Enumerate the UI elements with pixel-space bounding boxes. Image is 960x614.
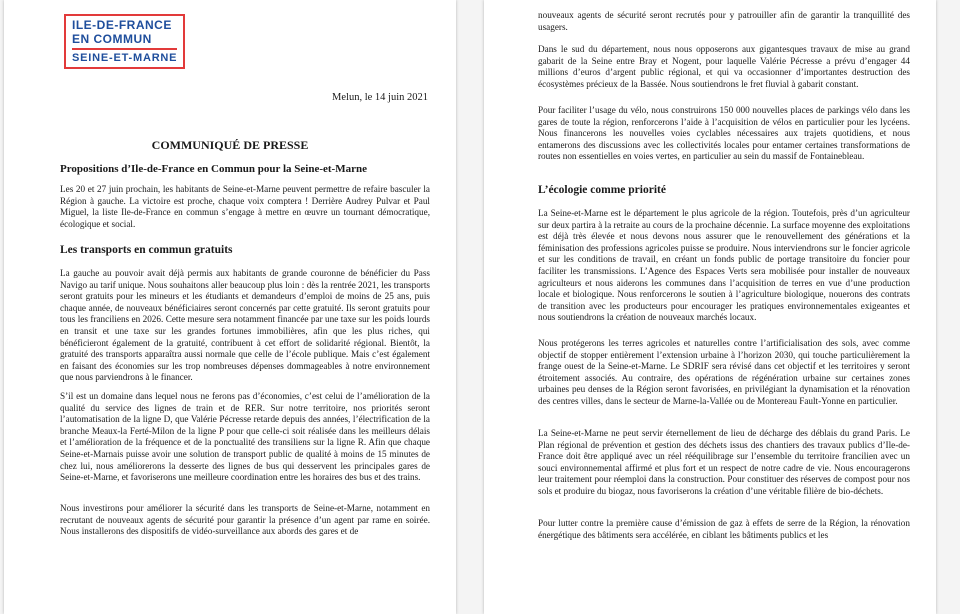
rail-body [60,391,430,484]
bike-block [538,105,910,163]
section-title-transports: Les transports en commun gratuits [60,244,233,256]
paragraph: Pour lutter contre la première cause d’émission de gaz à effets de serre de la Région, la rénovation énergétique des bâtiments sera accélérée, en ciblant les bâtiments publics et les [538,518,910,540]
logo-line-2: EN COMMUN [72,32,152,46]
energy-block [538,518,910,541]
paragraph: Dans le sud du département, nous nous opposerons aux gigantesques travaux de mise au grand gabarit de la Seine entre Bray et Nogent, pour laquelle Valérie Pécresse a prévu d’engager 44 millions d’euros d’argent public régional, et qui va occasionner d’importantes destruction des écosystèmes précieux de la Bassée. Nous soutiendrons le fret fluvial à gabarit constant. [538,44,910,89]
paragraph: nouveaux agents de sécurité seront recrutés pour y patrouiller afin de garantir la tranquillité des usagers. [538,10,910,32]
paragraph: S’il est un domaine dans lequel nous ne ferons pas d’économies, c’est celui de l’amélioration de la qualité du service des lignes de train et de RER. Sur notre territoire, nos priorités seront l’automatisation de la ligne D, que Valérie Pécresse retarde depuis des années, l’électrification de la branche Meaux-la Ferté-Milon de la ligne P pour que celle-ci soit réalisée dans les meilleurs délais et l’amélioration de la fréquence et de la ponctualité des transiliens sur la ligne R. Afin que chaque Seine-et-Marnais puisse avoir une solution de transport public de qualité à moins de 15 minutes de chez lui, nous améliorerons la desserte des lignes de bus qui desservent les principales gares de Seine-et-Marne, et favoriserons une meilleure coordination entre les horaires des bus et des trains. [60,391,430,483]
waste-block [538,428,910,498]
security-body [60,503,430,538]
seine-block [538,44,910,90]
intro-block [60,184,430,230]
section-title-ecology: L’écologie comme priorité [538,184,666,196]
document-page-2 [484,0,936,614]
press-title: COMMUNIQUÉ DE PRESSE [151,138,309,152]
agri-block [538,208,910,324]
transports-body [60,268,430,384]
logo-line-3: SEINE-ET-MARNE [72,48,177,65]
document-page-1 [4,0,456,614]
paragraph: Nous investirons pour améliorer la sécurité dans les transports de Seine-et-Marne, notamment en recrutant de nouveaux agents de sécurité pour garantir la présence d’un agent par rame en soirée. Nous installerons des dispositifs de vidéo-surveillance aux abords des gares et de [60,503,430,537]
paragraph: La Seine-et-Marne ne peut servir éternellement de lieu de décharge des déblais du grand Paris. Le Plan régional de prévention et gestion des déchets issus des chantiers des travaux publics d’Ile-de-France doit être appliqué avec un réel rééquilibrage sur l’ensemble du territoire francilien avec un souci environnemental affirmé et plus fort et un respect de notre cadre de vie. Nous encouragerons leur traitement pour réemploi dans la construction. Pour constituer des réserves de compost pour nos sols et produire du biogaz, nous favoriserons la création d’une véritable filière de bio-déchets. [538,428,910,496]
continued-block [538,10,910,33]
page-footer [484,566,936,614]
land-block [538,338,910,408]
logo-line-1: ILE-DE-FRANCE [72,18,172,32]
header-logo [64,14,185,69]
intro-paragraph: Les 20 et 27 juin prochain, les habitants de Seine-et-Marne peuvent permettre de refaire basculer la Région à gauche. La victoire est proche, chaque voix comptera ! Derrière Audrey Pulvar et Paul Miguel, la liste Ile-de-France en commun s’engage à mettre en œuvre un tournant démocratique, écologique et social. [60,184,430,229]
press-date: Melun, le 14 juin 2021 [332,92,428,103]
section-ecology [538,184,910,196]
paragraph: Nous protégerons les terres agricoles et naturelles contre l’artificialisation des sols, avec comme objectif de stopper entièrement l’extension urbaine à l’horizon 2030, qui touche particulièrement la frange ouest de la Seine-et-Marne. Le SDRIF sera révisé dans cet objectif et les territoires y seront étroitement associés. Au contraire, des opérations de régénération urbaine sur certaines zones urbaines peu denses de la Région seront favorisées, en privilégiant la dynamisation et la rénovation des centres villes, dans le secteur de Marne-la-Vallée ou de Montereau Fault-Yonne en particulier. [538,338,910,406]
section-transports [60,244,430,256]
paragraph: Pour faciliter l’usage du vélo, nous construirons 150 000 nouvelles places de parkings vélo dans les gares de toute la région, renforcerons l’aide à l’acquisition de vélos en particulier pour les lycéens. Nous financerons les nouvelles voies cyclables nécessaires aux trajets quotidiens, et nous entamerons des discussions avec les collectivités locales pour entamer certaines transformations de routes non essentielles en voies vertes, en particulier au sein du massif de Fontainebleau. [538,105,910,162]
page-footer [4,566,456,614]
paragraph: La gauche au pouvoir avait déjà permis aux habitants de grande couronne de bénéficier du Pass Navigo au tarif unique. Nous souhaitons aller beaucoup plus loin : dès la rentrée 2021, les transports seront gratuits pour les mineurs et les étudiants et demandeurs d’emploi de moins de 25 ans, puis chaque année, de nouveaux bénéficiaires seront concernés par cette gratuité. Ils seront gratuits pour tous les franciliens en 2026. Cette mesure sera notamment financée par une taxe sur les poids lourds en transit et une taxe sur les grandes fortunes immobilières, afin que les plus riches, qui bénéficieront également de la gratuité, contribuent à cet effort de solidarité régional. Bientôt, la gratuité des transports apparaîtra aussi normale que celle de l’école publique. Mais c’est également en faisant des économies sur les trop nombreuses dépenses dommageables à notre environnement que nous parviendrons à le financer. [60,268,430,383]
press-subtitle: Propositions d’Ile-de-France en Commun pour la Seine-et-Marne [60,163,367,175]
paragraph: La Seine-et-Marne est le département le plus agricole de la région. Toutefois, près d’un agriculteur sur deux partira à la retraite au cours de la prochaine décennie. La surface moyenne des exploitations est déjà très élevée et nous devons nous assurer que le renouvellement des générations et la féminisation des professions agricoles puisse se produire. Nous interviendrons sur le foncier agricole et sur les conditions de travail, en créant un fonds public de portage transitoire du foncier pour faciliter les transmissions. L’Agence des Espaces Verts sera mobilisée pour installer de nouveaux agriculteurs et nous aiderons les communes dans l’acquisition de terres en vue d’une production locale et biologique. Nous renforcerons le soutien à l’agriculture biologique, nouerons des contrats de transition avec les producteurs pour encourager les pratiques environnementales exigeantes et nous soutiendrons la création de nouveaux marchés locaux. [538,208,910,323]
